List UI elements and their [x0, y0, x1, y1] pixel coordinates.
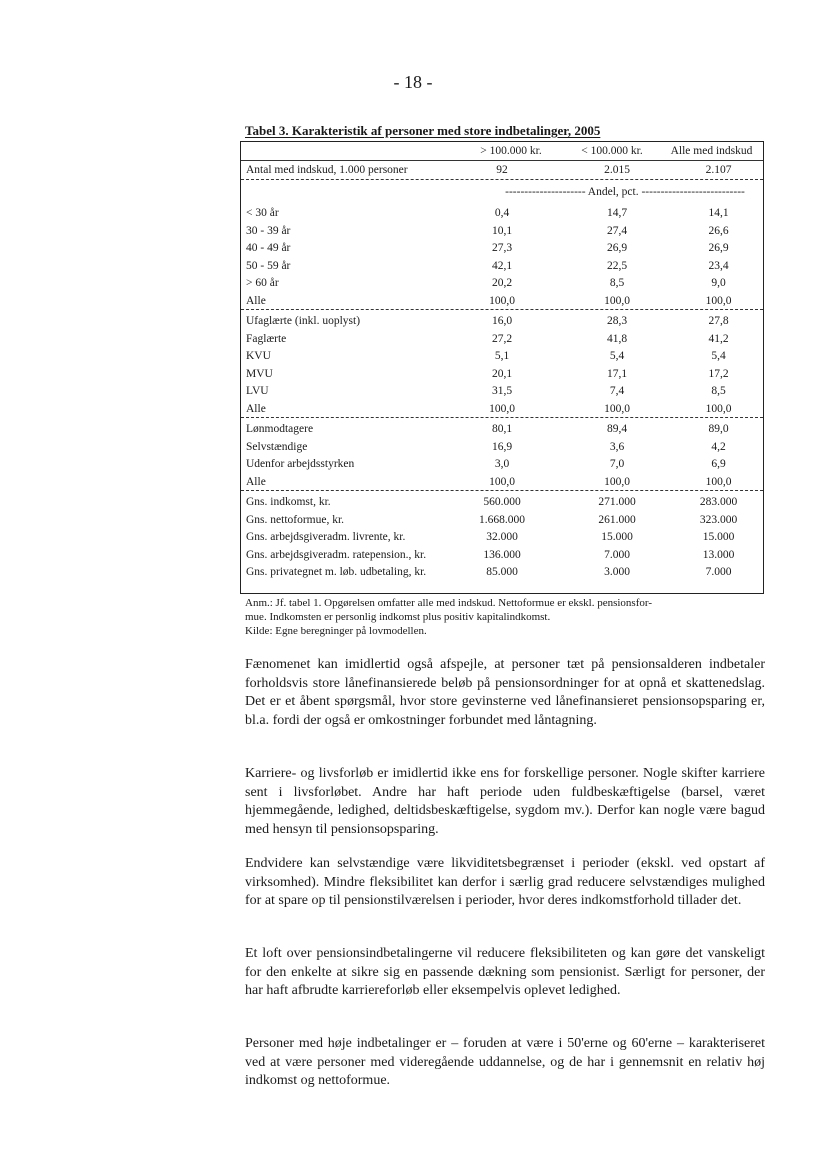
cell: 4,2 — [711, 440, 726, 453]
cell: 89,4 — [606, 423, 628, 435]
cell: 41,2 — [708, 332, 729, 345]
cell: 100,0 — [604, 475, 630, 488]
table-row — [241, 383, 763, 400]
row-label: Gns. privategnet m. løb. udbetaling, kr. — [246, 566, 427, 578]
cell: 16,9 — [491, 440, 513, 453]
row-label: Gns. arbejdsgiveradm. livrente, kr. — [246, 531, 406, 543]
paragraph: Endvidere kan selvstændige være likviditetsbegrænset i perioder (ekskl. ved opstart af virksomhed). Mindre fleksibilitet kan derfor i særlig grad reducere selvstændiges mulighed for at spare op til pensionstilværelsen i perioder, hvor deres indkomstforhold tillader det. — [245, 856, 765, 909]
cell: 5,4 — [711, 350, 726, 362]
row-label: KVU — [246, 350, 271, 362]
page-number: - 18 - — [393, 72, 433, 92]
cell: 100,0 — [604, 402, 630, 415]
cell: 2.015 — [604, 164, 630, 176]
table-row — [241, 529, 763, 546]
cell: 8,5 — [609, 277, 625, 289]
cell: 14,7 — [606, 207, 628, 219]
table-row — [241, 205, 763, 222]
cell: 85.000 — [486, 566, 518, 578]
table-title: Tabel 3. Karakteristik af personer med store indbetalinger, 2005 — [245, 123, 601, 138]
cell: 2.107 — [705, 164, 732, 176]
cell: 1.668.000 — [479, 513, 525, 526]
cell: 31,5 — [491, 385, 513, 397]
cell: 261.000 — [598, 513, 636, 526]
cell: 8,5 — [711, 385, 726, 397]
cell: 92 — [496, 164, 508, 176]
row-label: Faglærte — [246, 332, 287, 345]
cell: 27,3 — [491, 242, 513, 254]
cell: 0,4 — [494, 207, 510, 219]
table-row — [241, 275, 763, 292]
paragraph: Et loft over pensionsindbetalingerne vil reducere fleksibiliteten og kan gøre det vanskeligt for den enkelte at sikre sig en passende dækning som pensionist. Særligt for personer, der har haft afbrudte karriereforløb eller eksempelvis oplevet ledighed. — [245, 946, 765, 999]
cell: 136.000 — [483, 548, 521, 561]
data-table — [240, 141, 764, 594]
row-label: Alle — [246, 294, 266, 307]
table-row — [241, 348, 763, 365]
cell: 20,2 — [491, 277, 513, 289]
note-line: Anm.: Jf. tabel 1. Opgørelsen omfatter alle med indskud. Nettoformue er ekskl. pensionsfor- — [245, 597, 652, 609]
row-label: Antal med indskud, 1.000 personer — [246, 164, 408, 176]
cell: 26,9 — [708, 242, 729, 254]
table-row — [241, 258, 763, 275]
cell: 7,4 — [609, 385, 625, 397]
table-row — [241, 313, 763, 330]
table-row — [241, 331, 763, 348]
cell: 28,3 — [606, 315, 628, 327]
cell: 16,0 — [491, 315, 513, 327]
cell: 560.000 — [483, 496, 521, 508]
cell: 100,0 — [604, 294, 630, 307]
cell: 9,0 — [711, 277, 726, 289]
source-line: Kilde: Egne beregninger på lovmodellen. — [245, 625, 427, 637]
row-label: Alle — [246, 475, 266, 488]
cell: 15.000 — [601, 531, 633, 543]
row-label: Ufaglærte (inkl. uoplyst) — [246, 315, 361, 327]
col-header-all: Alle med indskud — [670, 145, 753, 157]
cell: 10,1 — [491, 224, 513, 237]
cell: 100,0 — [705, 294, 732, 307]
cell: 271.000 — [598, 496, 636, 508]
cell: 323.000 — [699, 513, 738, 526]
cell: 6,9 — [711, 458, 726, 470]
cell: 22,5 — [606, 259, 628, 272]
table-header-row — [241, 143, 763, 161]
row-label: 30 - 39 år — [246, 224, 291, 237]
cell: 7.000 — [705, 566, 732, 578]
cell: 100,0 — [489, 294, 515, 307]
row-label: Alle — [246, 402, 266, 415]
cell: 32.000 — [486, 531, 518, 543]
row-label: Gns. arbejdsgiveradm. ratepension., kr. — [246, 548, 427, 561]
cell: 3,6 — [609, 440, 625, 453]
paragraph: Karriere- og livsforløb er imidlertid ikke ens for forskellige personer. Nogle skifter karriere sent i livsforløbet. Andre har haft periode uden fuldbeskæftigelse (barsel, været hjemmegående, ledighed, deltidsbeskæftigelse, sygdom mv.). Derfor kan nogle være bagud med hensyn til pensionsopsparing. — [245, 766, 765, 837]
cell: 283.000 — [699, 496, 738, 508]
row-label: Gns. indkomst, kr. — [246, 496, 331, 508]
row-label: Lønmodtagere — [246, 423, 314, 435]
row-label: Selvstændige — [246, 440, 308, 453]
cell: 5,1 — [494, 350, 510, 362]
row-label: LVU — [246, 385, 269, 397]
row-label: < 30 år — [246, 207, 279, 219]
row-label: 40 - 49 år — [246, 242, 291, 254]
cell: 100,0 — [705, 402, 732, 415]
cell: 27,2 — [491, 332, 513, 345]
table-row — [241, 421, 763, 438]
cell: 3.000 — [604, 566, 630, 578]
cell: 23,4 — [708, 259, 729, 272]
table-row — [241, 401, 763, 419]
cell: 42,1 — [491, 259, 513, 272]
table-row — [241, 564, 763, 581]
table-row — [241, 547, 763, 564]
cell: 17,1 — [606, 367, 628, 380]
table-row — [241, 240, 763, 257]
count-row — [241, 162, 763, 180]
paragraph: Fænomenet kan imidlertid også afspejle, at personer tæt på pensionsalderen indbetaler forholdsvis store lånefinansierede beløb på pensionsordninger for at opnå et skattenedslag. Det er et åbent spørgsmål, hvor store gevinsterne ved lånefinansieret pensionsopsparing er, bl.a. fordi der også er omkostninger forbundet med låntagning. — [245, 657, 765, 728]
col-header-over-100000: > 100.000 kr. — [480, 145, 542, 157]
cell: 27,4 — [606, 224, 628, 237]
table-notes — [245, 596, 765, 638]
cell: 5,4 — [609, 350, 625, 362]
row-label: Gns. nettoformue, kr. — [246, 513, 345, 526]
share-subheader-text: --------------------- Andel, pct. --------------------------- — [505, 186, 745, 198]
row-label: > 60 år — [246, 277, 279, 289]
cell: 7.000 — [604, 548, 630, 561]
cell: 3,0 — [494, 458, 510, 470]
cell: 15.000 — [702, 531, 735, 543]
table-row — [241, 366, 763, 383]
cell: 7,0 — [609, 458, 625, 470]
note-line: mue. Indkomsten er personlig indkomst plus positiv kapitalindkomst. — [245, 611, 551, 623]
cell: 20,1 — [491, 367, 513, 380]
cell: 14,1 — [708, 207, 729, 219]
table-row — [241, 293, 763, 311]
row-label: 50 - 59 år — [246, 259, 291, 272]
row-label: Udenfor arbejdsstyrken — [246, 458, 355, 470]
table-row — [241, 456, 763, 473]
row-label: MVU — [246, 367, 273, 380]
cell: 100,0 — [489, 402, 515, 415]
col-header-under-100000: < 100.000 kr. — [581, 145, 643, 157]
table-row — [241, 439, 763, 456]
cell: 89,0 — [708, 423, 729, 435]
cell: 13.000 — [702, 548, 735, 561]
cell: 80,1 — [491, 423, 513, 435]
table-row — [241, 474, 763, 492]
cell: 100,0 — [705, 475, 732, 488]
cell: 100,0 — [489, 475, 515, 488]
cell: 26,6 — [708, 224, 729, 237]
cell: 26,9 — [606, 242, 628, 254]
table-row — [241, 494, 763, 511]
paragraph: Personer med høje indbetalinger er – foruden at være i 50'erne og 60'erne – karakteriseret ved at være personer med videregående uddannelse, og de har i gennemsnit en relativ høj indkomst og nettoformue. — [245, 1036, 765, 1089]
table-row — [241, 223, 763, 240]
cell: 27,8 — [708, 315, 729, 327]
table-row — [241, 512, 763, 529]
cell: 17,2 — [708, 367, 729, 380]
cell: 41,8 — [606, 332, 628, 345]
